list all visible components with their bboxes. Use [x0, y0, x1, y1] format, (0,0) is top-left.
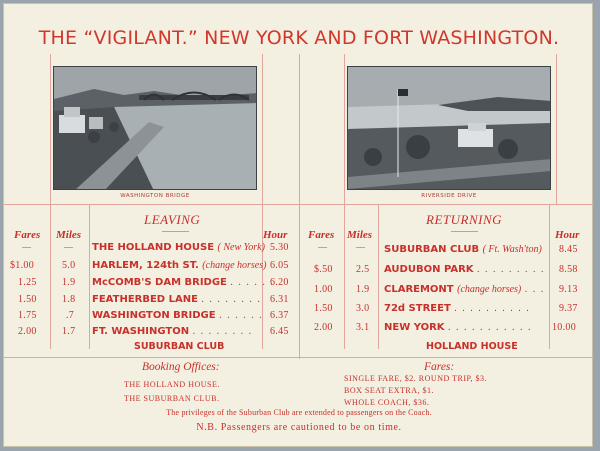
booking-line-1: THE SUBURBAN CLUB.: [124, 394, 220, 403]
fares-line-2: WHOLE COACH, $36.: [344, 398, 430, 407]
returning-hour-0: 8.45: [559, 244, 578, 255]
returning-fare-3: 1.50: [314, 303, 333, 314]
leaving-fare-2: 1.25: [18, 277, 37, 288]
returning-hour-1: 8.58: [559, 264, 578, 275]
leaving-heading: LEAVING: [144, 212, 201, 227]
returning-stop-0: SUBURBAN CLUB ( Ft. Wash'ton): [384, 244, 542, 255]
returning-miles-dash: —: [356, 242, 365, 252]
page-title: THE “VIGILANT.” NEW YORK AND FORT WASHINGTON.: [38, 27, 560, 49]
riverside-drive-caption: RIVERSIDE DRIVE: [421, 193, 477, 199]
washington-bridge-photo: [53, 66, 257, 190]
timetable-card: [3, 3, 593, 447]
returning-stop-1: AUDUBON PARK . . . . . . . . .: [384, 264, 546, 275]
returning-miles-rule: [378, 204, 379, 349]
leaving-stop-0: THE HOLLAND HOUSE ( New York): [92, 242, 265, 253]
returning-fare-1: $.50: [314, 264, 333, 275]
returning-fare-4: 2.00: [314, 322, 333, 333]
leaving-heading-rule: ———: [162, 226, 189, 236]
returning-heading-rule: ———: [451, 226, 478, 236]
leaving-stop-3: FEATHERBED LANE . . . . . . . .: [92, 294, 262, 305]
returning-miles-4: 3.1: [356, 322, 370, 333]
returning-hour-rule: [549, 204, 550, 349]
returning-hour-4: 10.00: [552, 322, 576, 333]
fares-line-0: SINGLE FARE, $2. ROUND TRIP, $3.: [344, 374, 488, 383]
returning-heading: RETURNING: [426, 212, 502, 227]
leaving-fare-5: 2.00: [18, 326, 37, 337]
leaving-miles-4: .7: [66, 310, 75, 321]
returning-fares-dash: —: [318, 242, 327, 252]
leaving-hour-2: 6.20: [270, 277, 289, 288]
leaving-hour-1: 6.05: [270, 260, 289, 271]
returning-miles-3: 3.0: [356, 303, 370, 314]
returning-miles-1: 2.5: [356, 264, 370, 275]
leaving-hour-5: 6.45: [270, 326, 289, 337]
leaving-stop-5: FT. WASHINGTON . . . . . . . .: [92, 326, 253, 337]
returning-miles-2: 1.9: [356, 284, 370, 295]
returning-hour-2: 9.13: [559, 284, 578, 295]
fares-line-1: BOX SEAT EXTRA, $1.: [344, 386, 435, 395]
returning-stop-3: 72d STREET . . . . . . . . . .: [384, 303, 531, 314]
returning-fares-label: Fares: [308, 229, 335, 241]
left-photo-rule-r: [262, 54, 263, 204]
returning-fare-2: 1.00: [314, 284, 333, 295]
returning-stop-2: CLAREMONT (change horses) . . .: [384, 284, 545, 295]
leaving-hour-4: 6.37: [270, 310, 289, 321]
booking-heading: Booking Offices:: [142, 361, 220, 373]
photo-bottom-rule: [4, 204, 594, 205]
leaving-fare-1: $1.00: [10, 260, 34, 271]
leaving-miles-1: 5.0: [62, 260, 76, 271]
returning-miles-label: Miles: [347, 229, 373, 241]
leaving-miles-3: 1.8: [62, 294, 76, 305]
leaving-hour-3: 6.31: [270, 294, 289, 305]
returning-hour-label: Hour: [555, 229, 580, 241]
center-divider: [299, 54, 300, 359]
returning-stop-4: NEW YORK . . . . . . . . . . .: [384, 322, 533, 333]
right-photo-rule-r: [556, 54, 557, 204]
leaving-fares-dash: —: [22, 242, 31, 252]
leaving-miles-label: Miles: [56, 229, 82, 241]
leaving-fare-3: 1.50: [18, 294, 37, 305]
right-photo-rule-l: [344, 54, 345, 204]
leaving-miles-rule: [89, 204, 90, 349]
leaving-miles-dash: —: [64, 242, 73, 252]
leaving-hour-label: Hour: [263, 229, 288, 241]
leaving-stop-2: McCOMB'S DAM BRIDGE . . . . . .: [92, 277, 275, 288]
left-photo-rule-l: [50, 54, 51, 204]
leaving-stop-1: HARLEM, 124th ST. (change horses): [92, 260, 267, 271]
returning-hour-3: 9.37: [559, 303, 578, 314]
leaving-fares-rule: [50, 204, 51, 349]
punctuality-notice: N.B. Passengers are cautioned to be on time.: [196, 422, 402, 433]
leaving-miles-2: 1.9: [62, 277, 76, 288]
fares-heading: Fares:: [424, 361, 455, 373]
leaving-club: SUBURBAN CLUB: [134, 341, 225, 352]
returning-fares-rule: [344, 204, 345, 349]
leaving-stop-4: WASHINGTON BRIDGE . . . . . .: [92, 310, 264, 321]
leaving-hour-0: 5.30: [270, 242, 289, 253]
riverside-drive-photo: [347, 66, 551, 190]
privileges-note: The privileges of the Suburban Club are extended to passengers on the Coach.: [166, 408, 432, 417]
leaving-fares-label: Fares: [14, 229, 41, 241]
returning-club: HOLLAND HOUSE: [426, 341, 518, 352]
leaving-miles-5: 1.7: [62, 326, 76, 337]
washington-bridge-caption: WASHINGTON BRIDGE: [120, 193, 190, 199]
table-bottom-rule: [4, 357, 594, 358]
leaving-fare-4: 1.75: [18, 310, 37, 321]
booking-line-0: THE HOLLAND HOUSE.: [124, 380, 220, 389]
